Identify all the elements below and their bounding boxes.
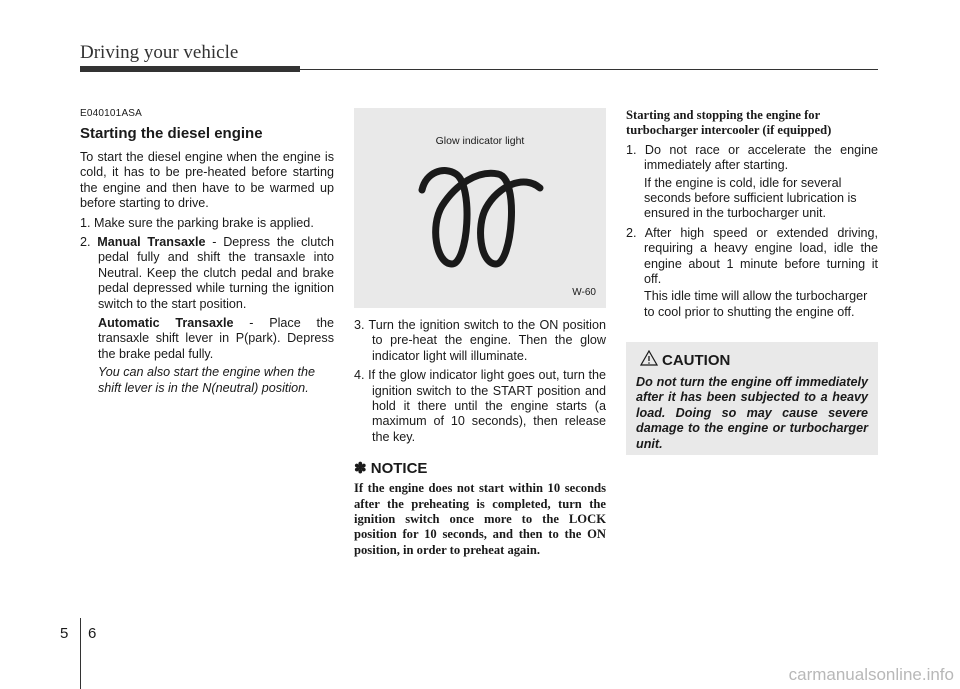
- section-number: 5: [60, 625, 69, 642]
- glow-plug-coil-icon: [416, 164, 546, 270]
- turbo-step-1-detail: If the engine is cold, idle for several seconds before sufficient lubrication is ensured in the turbocharger unit.: [644, 175, 857, 221]
- turbo-step-2: 2. After high speed or extended driving, requiring a heavy engine load, idle the engine about 1 minute before turning it off.: [626, 225, 878, 287]
- step-2-number: 2.: [80, 235, 91, 250]
- section-heading: Starting the diesel engine: [80, 125, 263, 142]
- middle-column: [354, 108, 606, 558]
- caution-title: CAUTION: [662, 352, 731, 369]
- turbo-section-heading: Starting and stopping the engine for turbocharger intercooler (if equipped): [626, 108, 832, 138]
- glow-indicator-figure: [354, 108, 606, 308]
- step-2-label: Manual Transaxle: [97, 235, 206, 250]
- header-bar: [80, 66, 300, 72]
- step-3: 3. Turn the ignition switch to the ON position to pre-heat the engine. Then the glow indicator light will illuminate.: [354, 318, 606, 363]
- header-rule: [300, 69, 878, 70]
- page-number-divider: [80, 618, 81, 689]
- caution-text: Do not turn the engine off immediately after it has been subjected to a heavy load. Doing so may cause severe damage to the engine or turbocharger unit.: [636, 375, 868, 451]
- figure-label: Glow indicator light: [435, 135, 525, 147]
- step-1: 1. Make sure the parking brake is applied.: [80, 215, 314, 230]
- automatic-text: - Place the transaxle shift lever in P(park). Depress the brake pedal fully.: [98, 316, 335, 361]
- watermark: carmanualsonline.info: [788, 665, 954, 684]
- intro-paragraph: To start the diesel engine when the engine is cold, it has to be pre-heated before starting the engine and then have to be warmed up before starting to drive.: [80, 150, 334, 211]
- step-4: 4. If the glow indicator light goes out, turn the ignition switch to the START position and hold it there until the engine starts (a maximum of 10 seconds), then release the key.: [354, 368, 606, 444]
- automatic-transaxle-note: [80, 316, 334, 362]
- step-2: [80, 235, 334, 312]
- step-2-text: - Depress the clutch pedal fully and shift the transaxle into Neutral. Keep the clutch pedal and brake pedal depressed while turning the ignition switch to the start position.: [98, 235, 334, 311]
- caution-box: [626, 342, 878, 455]
- warning-triangle-icon: [640, 350, 658, 366]
- turbo-step-2-detail: This idle time will allow the turbocharger to cool prior to shutting the engine off.: [644, 289, 868, 319]
- figure-code: W-60: [572, 287, 596, 298]
- notice-body: If the engine does not start within 10 seconds after the preheating is completed, turn the ignition switch once more to the LOCK position for 10 seconds, and then to the ON position, in order to preheat again.: [354, 481, 606, 557]
- automatic-label: Automatic Transaxle: [98, 316, 234, 331]
- page-header-title: Driving your vehicle: [80, 42, 239, 63]
- turbo-step-1: 1. Do not race or accelerate the engine immediately after starting.: [626, 142, 878, 173]
- left-column: [80, 108, 334, 396]
- notice-heading: ✽ NOTICE: [354, 460, 428, 478]
- section-code: E040101ASA: [80, 108, 143, 119]
- right-column: [626, 108, 878, 320]
- page-number: 6: [88, 625, 97, 642]
- neutral-note: You can also start the engine when the shift lever is in the N(neutral) position.: [98, 365, 316, 395]
